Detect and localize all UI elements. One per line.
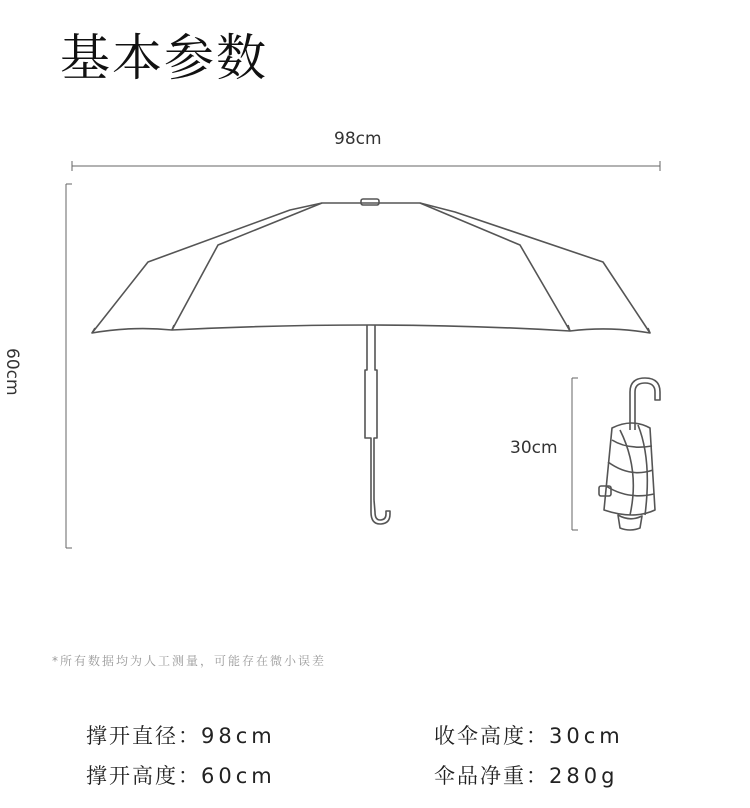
spec-label: 伞品净重： bbox=[434, 764, 549, 788]
spec-label: 收伞高度： bbox=[434, 724, 549, 748]
umbrella-open-icon bbox=[92, 199, 650, 524]
measurement-note: *所有数据均为人工测量，可能存在微小误差 bbox=[52, 654, 327, 668]
spec-net-weight bbox=[434, 760, 618, 790]
folded-length-label: 30cm bbox=[510, 438, 558, 458]
spec-open-diameter bbox=[86, 720, 276, 750]
height-dimension-value: 60cm bbox=[2, 348, 22, 396]
spec-value: 98cm bbox=[201, 724, 276, 748]
height-dimension-label bbox=[2, 348, 22, 396]
spec-open-height bbox=[86, 760, 276, 790]
width-dimension-label: 98cm bbox=[334, 129, 382, 149]
width-dimension-line bbox=[72, 161, 660, 171]
umbrella-folded-icon bbox=[599, 378, 660, 530]
page-title: 基本参数 bbox=[60, 29, 268, 87]
spec-label: 撑开直径： bbox=[86, 724, 201, 748]
spec-value: 60cm bbox=[201, 764, 276, 788]
spec-label: 撑开高度： bbox=[86, 764, 201, 788]
spec-value: 30cm bbox=[549, 724, 624, 748]
spec-value: 280g bbox=[549, 764, 619, 788]
height-dimension-line bbox=[66, 184, 72, 548]
folded-dimension-line bbox=[572, 378, 578, 530]
spec-folded-height bbox=[434, 720, 624, 750]
